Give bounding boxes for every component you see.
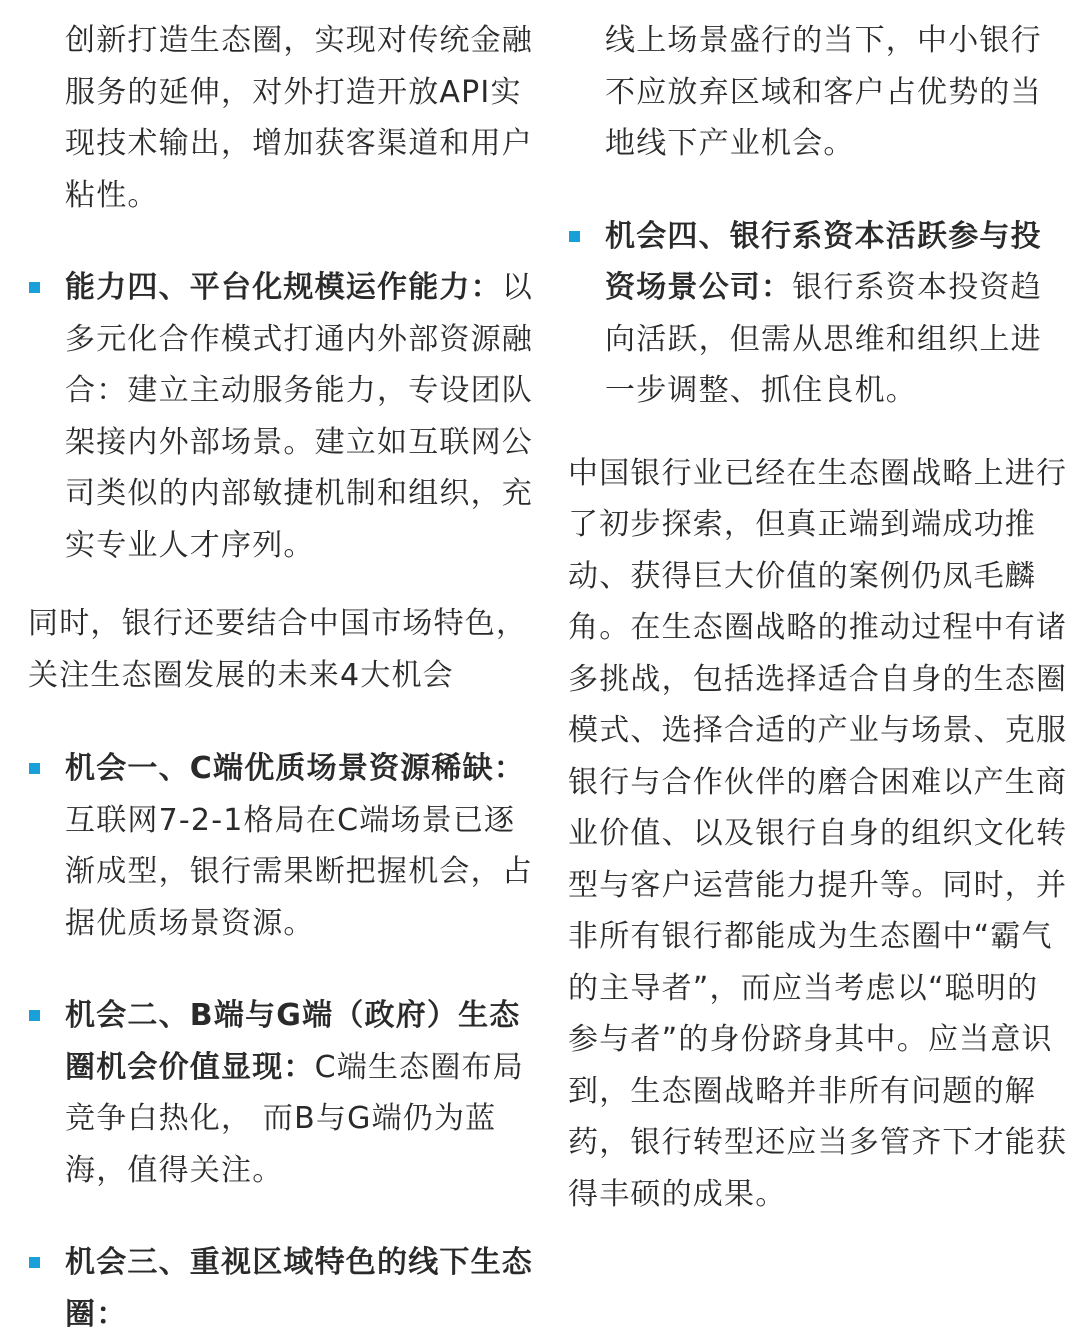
item-title: 机会三、重视区域特色的线下生态圈：	[65, 1245, 533, 1332]
item-body: C端生态圈布局竞争白热化， 而B与G端仍为蓝海，值得关注。	[65, 1049, 524, 1188]
bullet-square-icon	[29, 1257, 40, 1268]
list-item-opportunity-four	[568, 211, 1068, 417]
continued-paragraph: 创新打造生态圈，实现对传统金融服务的延伸，对外打造开放API实现技术输出，增加获客渠道和用户粘性。	[65, 23, 533, 213]
item-title: 机会二、B端与G端（政府）生态圈机会价值显现：	[65, 998, 521, 1085]
item-body: 银行系资本投资趋向活跃，但需从思维和组织上进一步调整、抓住良机。	[605, 270, 1042, 408]
item-body: 以多元化合作模式打通内外部资源融合：建立主动服务能力，专设团队架接内外部场景。建立如互联网公司类似的内部敏捷机制和组织，充实专业人才序列。	[65, 270, 534, 563]
list-item-opportunity-one	[28, 743, 533, 949]
bullet-square-icon	[29, 763, 40, 774]
list-item-opportunity-three	[28, 1237, 533, 1340]
left-column	[28, 0, 533, 1340]
list-item-opportunity-two	[28, 990, 533, 1196]
item-title: 能力四、平台化规模运作能力：	[65, 270, 502, 305]
opportunities-intro-paragraph: 同时，银行还要结合中国市场特色，关注生态圈发展的未来4大机会	[28, 606, 528, 693]
item-body: 互联网7-2-1格局在C端场景已逐渐成型，银行需果断把握机会，占据优质场景资源。	[65, 802, 533, 941]
bullet-square-icon	[29, 282, 40, 293]
conclusion-paragraph: 中国银行业已经在生态圈战略上进行了初步探索，但真正端到端成功推动、获得巨大价值的案例仍凤毛麟角。在生态圈战略的推动过程中有诸多挑战，包括选择适合自身的生态圈模式、选择合适的产业与场景、克服银行与合作伙伴的磨合困难以产生商业价值、以及银行自身的组织文化转型与客户运营能力提升等。同时，并非所有银行都能成为生态圈中“霸气的主导者”，而应当考虑以“聪明的参与者”的身份跻身其中。应当意识到，生态圈战略并非所有问题的解药，银行转型还应当多管齐下才能获得丰硕的成果。	[568, 455, 1068, 1212]
bullet-square-icon	[29, 1010, 40, 1021]
right-column	[568, 0, 1068, 1220]
item-title: 机会四、银行系资本活跃参与投资场景公司：	[605, 218, 1042, 305]
bullet-square-icon	[569, 231, 580, 242]
continued-paragraph: 线上场景盛行的当下，中小银行不应放弃区域和客户占优势的当地线下产业机会。	[605, 23, 1042, 161]
list-item-ability-four	[28, 262, 533, 571]
item-title: 机会一、C端优质场景资源稀缺：	[65, 751, 526, 786]
